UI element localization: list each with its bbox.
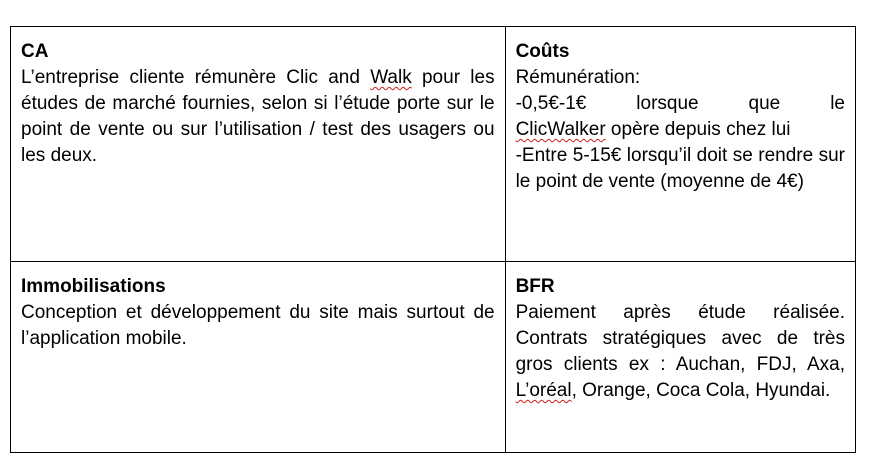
ca-text-part-2: pour les études de marché fournies, selon si l’étude porte sur le point de vente ou sur l’utilisation / test des usagers ou les deux. <box>21 67 495 166</box>
ca-text <box>21 65 495 169</box>
ca-text-flagged-word: Walk <box>370 67 412 88</box>
couts-title: Coûts <box>515 41 570 62</box>
couts-line-remuneration: Rémunération: <box>515 67 641 88</box>
bfr-text <box>516 300 845 404</box>
immobilisations-cell <box>11 262 506 453</box>
couts-flagged-word: ClicWalker <box>515 119 606 140</box>
bfr-flagged-word: L’oréal <box>515 380 572 401</box>
couts-line-range-2: -Entre 5-15€ lorsqu’il doit se rendre sur le point de vente (moyenne de 4€) <box>515 145 845 192</box>
couts-cell <box>505 27 855 262</box>
couts-line-clicwalker <box>516 117 845 143</box>
bfr-cell <box>505 262 855 453</box>
business-model-table <box>10 26 856 453</box>
bfr-title: BFR <box>515 276 555 297</box>
couts-line-range-1: -0,5€-1€ lorsque que le <box>515 93 845 114</box>
immobilisations-title: Immobilisations <box>21 276 166 297</box>
ca-text-part-1: L’entreprise cliente rémunère Clic and <box>21 67 371 88</box>
bfr-text-part-2: , Orange, Coca Cola, Hyundai. <box>571 380 831 401</box>
table-row <box>11 27 856 262</box>
bfr-text-part-1: Paiement après étude réalisée. Contrats stratégiques avec de très gros clients ex : Auchan, FDJ, Axa, <box>515 302 845 375</box>
ca-cell <box>11 27 506 262</box>
couts-line-clicwalker-rest: opère depuis chez lui <box>605 119 791 140</box>
ca-title: CA <box>21 41 49 62</box>
immobilisations-text: Conception et développement du site mais surtout de l’application mobile. <box>21 302 495 349</box>
table-row <box>11 262 856 453</box>
